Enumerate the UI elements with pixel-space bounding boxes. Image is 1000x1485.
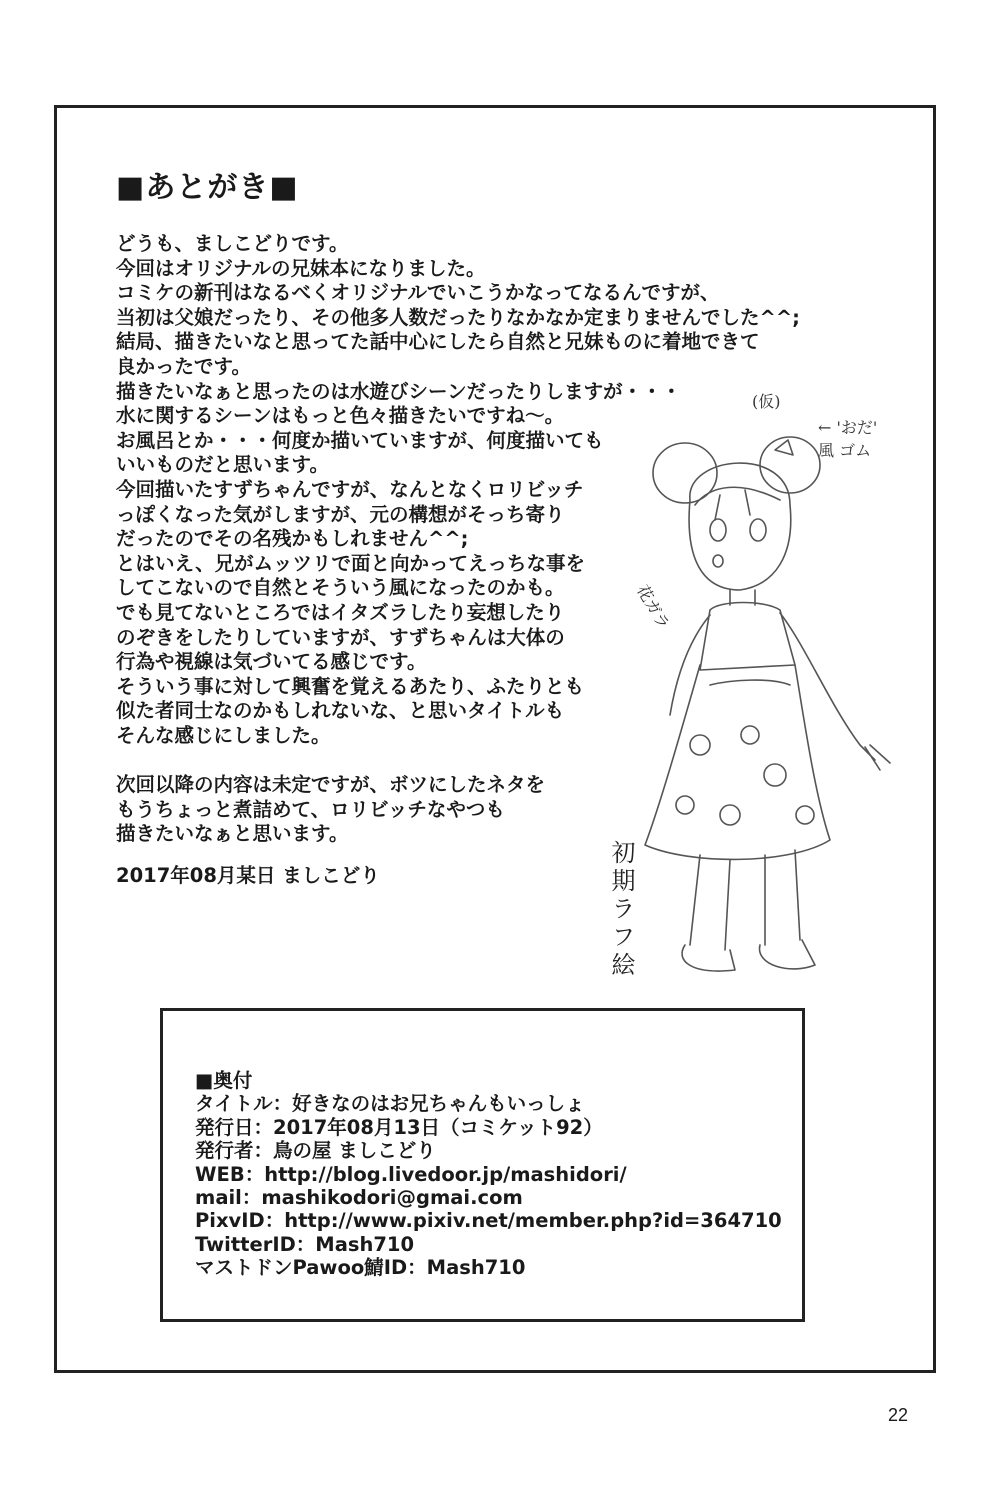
afterword-line: 良かったです。	[116, 354, 251, 378]
colophon-text	[195, 1069, 782, 1280]
afterword-line: お風呂とか・・・何度か描いていますが、何度描いても	[116, 428, 604, 452]
colophon-line: タイトル：好きなのはお兄ちゃんもいっしょ	[195, 1092, 585, 1116]
character-sketch	[590, 385, 900, 1005]
colophon-heading: ■奥付	[195, 1069, 253, 1092]
colophon-box	[160, 1008, 805, 1322]
afterword-line: してこないので自然とそういう風になったのかも。	[116, 576, 565, 600]
afterword-line: 水に関するシーンはもっと色々描きたいですね～。	[116, 404, 565, 428]
sketch-note-initial-rough: 初期ラフ絵	[607, 840, 635, 980]
afterword-line: でも見てないところではイタズラしたり妄想したり	[116, 600, 565, 624]
afterword-line: 行為や視線は気づいてる感じです。	[116, 650, 427, 674]
colophon-line: mail：mashikodori@gmai.com	[195, 1186, 523, 1210]
afterword-line: 当初は父娘だったり、その他多人数だったりなかなか定まりませんでした^^;	[116, 305, 800, 329]
colophon-line: 発行者：鳥の屋 ましこどり	[195, 1139, 436, 1163]
colophon-line: PixvID：http://www.pixiv.net/member.php?id=364710	[195, 1209, 782, 1233]
afterword-title: ■あとがき■	[116, 170, 299, 205]
sketch-note-provisional: (仮)	[752, 392, 781, 411]
afterword-line: コミケの新刊はなるべくオリジナルでいこうかなってなるんですが、	[116, 281, 720, 305]
afterword-line: 似た者同士なのかもしれないな、と思いタイトルも	[116, 699, 565, 723]
afterword-line: だったのでその名残かもしれません^^;	[116, 527, 469, 551]
colophon-line: 発行日：2017年08月13日（コミケット92）	[195, 1115, 603, 1139]
sketch-note-hairstyle: ← 'おだ' 風 ゴム	[818, 418, 878, 460]
afterword-line: 今回描いたすずちゃんですが、なんとなくロリビッチ	[116, 477, 584, 501]
afterword-line: 今回はオリジナルの兄妹本になりました。	[116, 256, 486, 280]
afterword-line: もうちょっと煮詰めて、ロリビッチなやつも	[116, 797, 505, 821]
afterword-line: とはいえ、兄がムッツリで面と向かってえっちな事を	[116, 551, 585, 575]
page-number: 22	[888, 1405, 909, 1425]
afterword-line: 結局、描きたいなと思ってた話中心にしたら自然と兄妹ものに着地できて	[116, 330, 760, 354]
colophon-line: TwitterID：Mash710	[195, 1232, 415, 1256]
afterword-line: 描きたいなぁと思ったのは水遊びシーンだったりしますが・・・	[116, 379, 682, 403]
colophon-line: WEB：http://blog.livedoor.jp/mashidori/	[195, 1162, 627, 1186]
sketch-note-floral: 花ガラ	[632, 581, 674, 633]
afterword-line: っぽくなった気がしますが、元の構想がそっち寄り	[116, 502, 565, 526]
afterword-line: そんな感じにしました。	[116, 723, 331, 747]
afterword-line: 次回以降の内容は未定ですが、ボツにしたネタを	[116, 773, 546, 797]
afterword-line: いいものだと思います。	[116, 453, 329, 477]
afterword-line: どうも、ましこどりです。	[116, 232, 349, 255]
afterword-line: 描きたいなぁと思います。	[116, 822, 349, 846]
afterword-line: のぞきをしたりしていますが、すずちゃんは大体の	[116, 625, 565, 649]
afterword-signature: 2017年08月某日 ましこどり	[116, 864, 380, 887]
colophon-line: マストドンPawoo鯖ID：Mash710	[195, 1256, 526, 1280]
afterword-line: そういう事に対して興奮を覚えるあたり、ふたりとも	[116, 674, 585, 698]
